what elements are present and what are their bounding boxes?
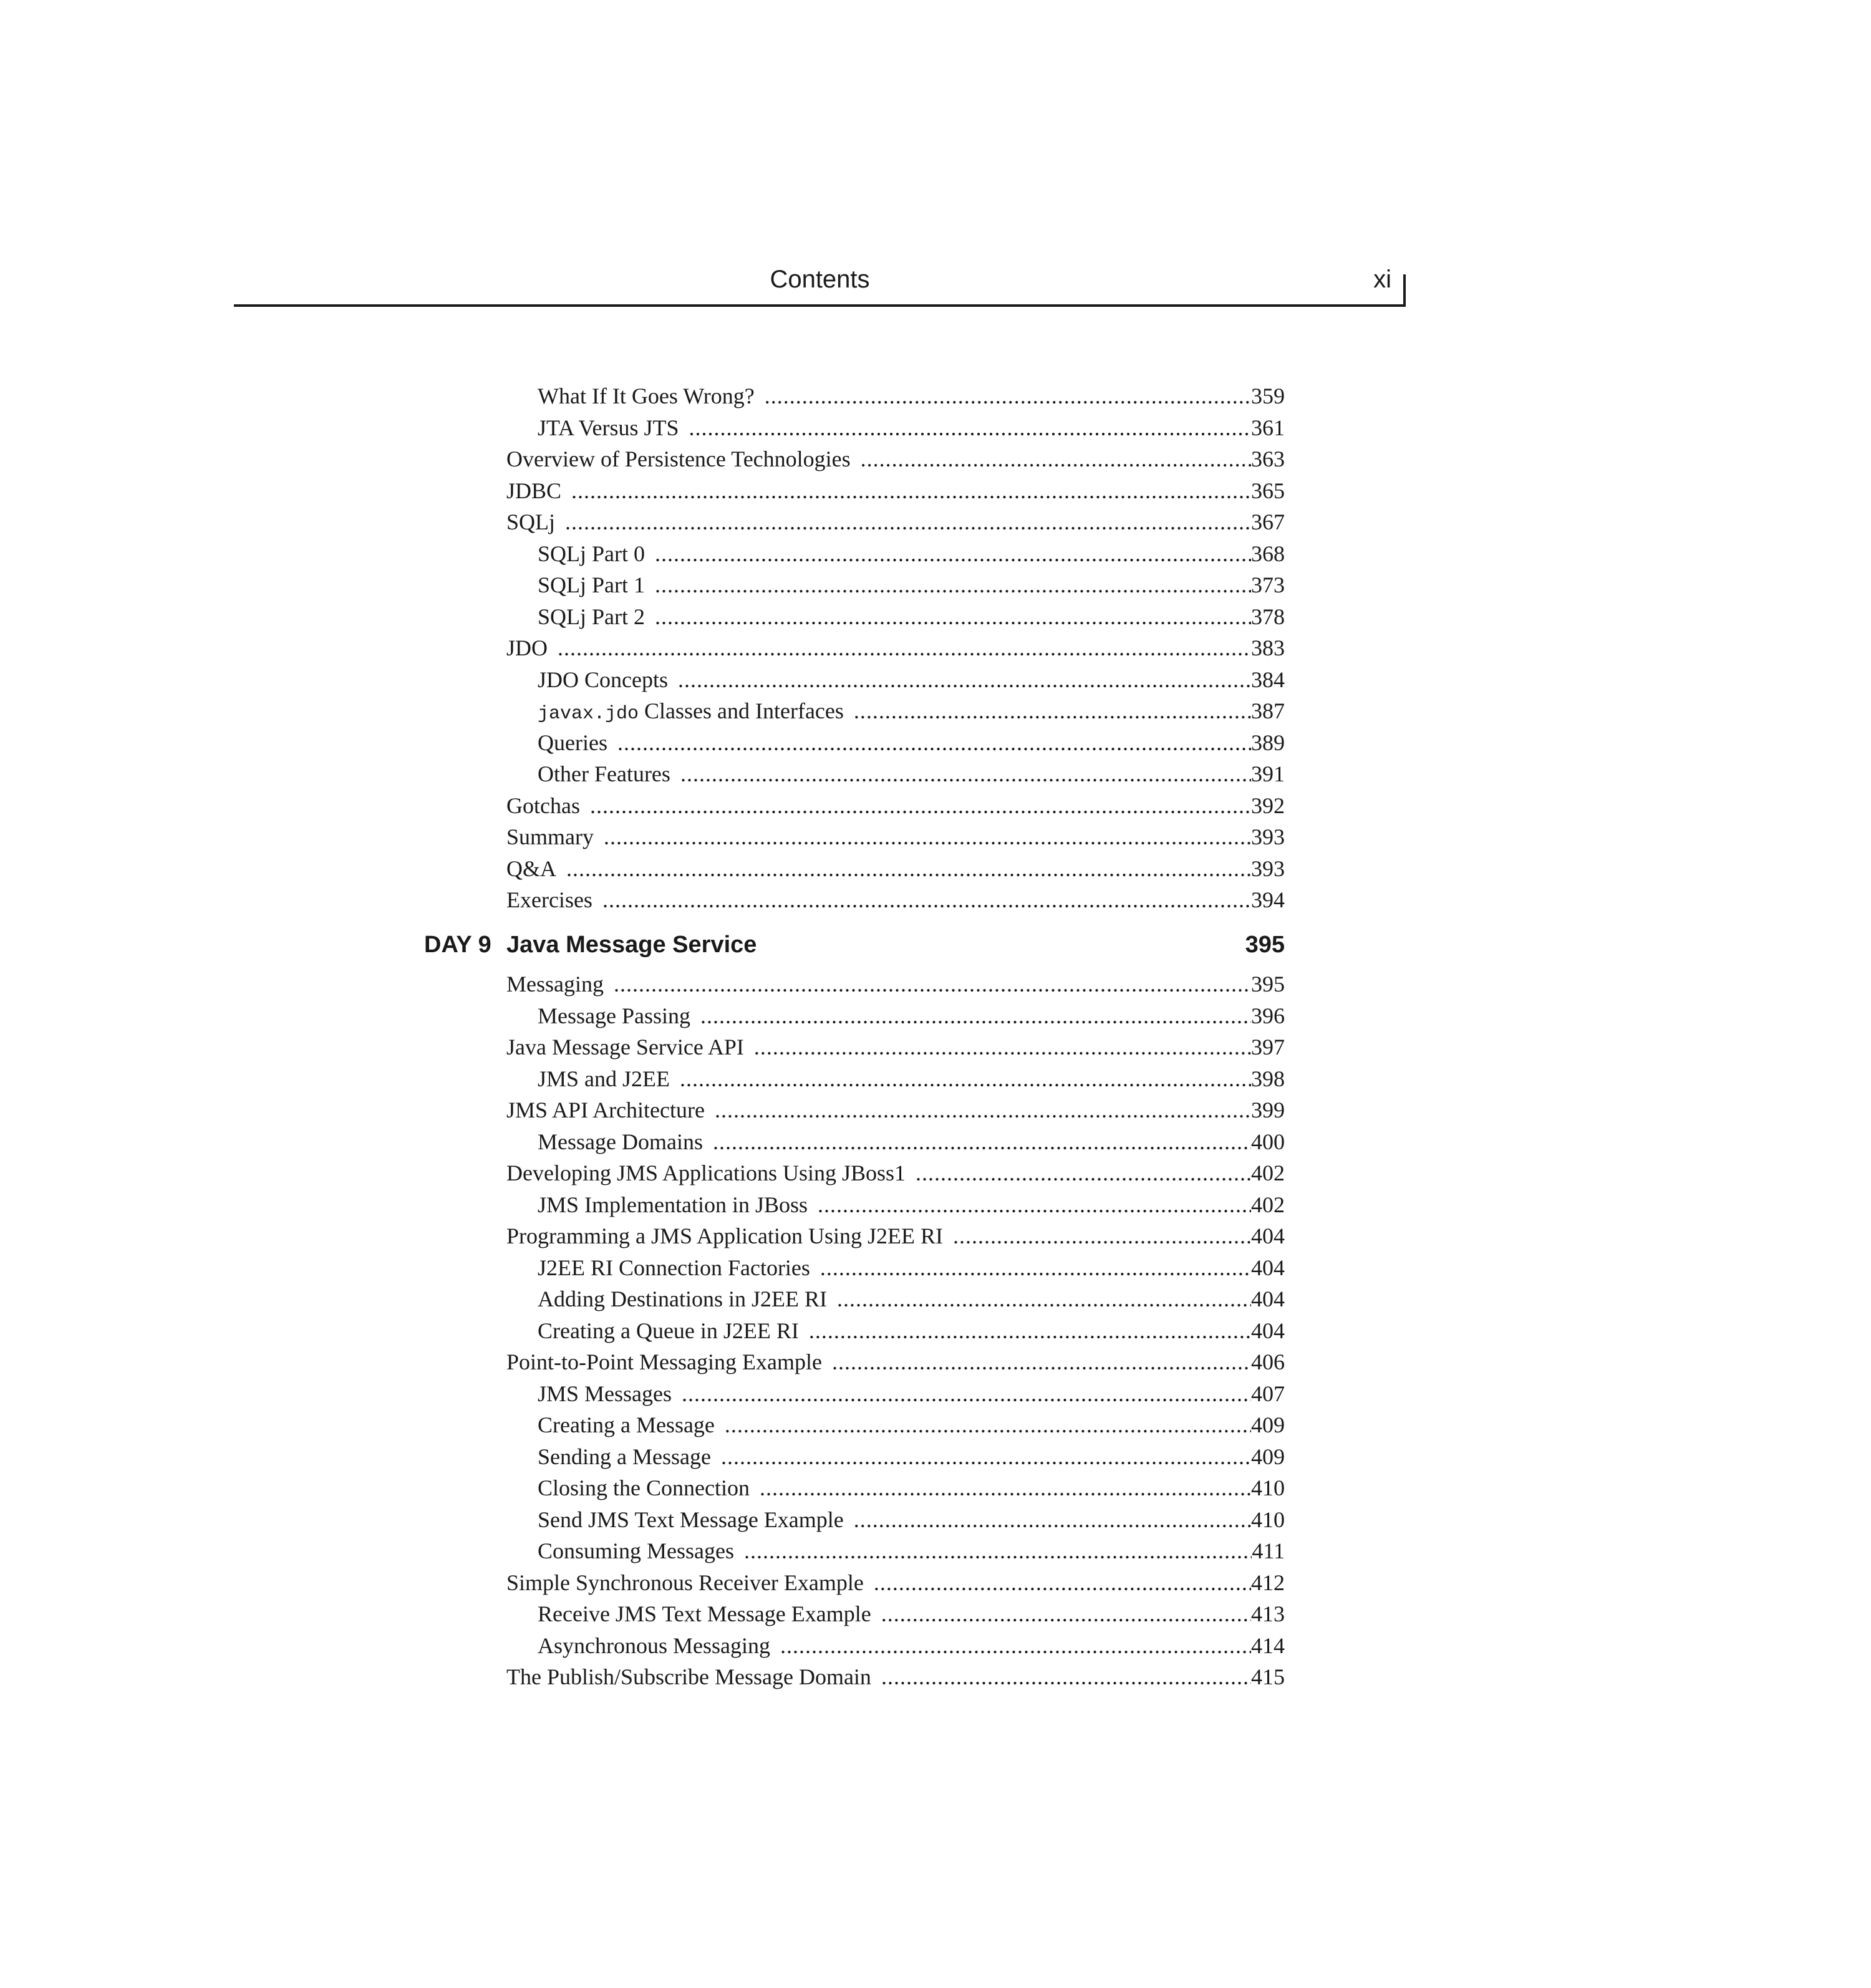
toc-entry [506, 885, 1285, 914]
dot-leader [765, 382, 1251, 410]
toc-entry-label: Summary [506, 824, 594, 849]
toc-entry-page: 404 [1251, 1286, 1285, 1311]
toc-entry-label: J2EE RI Connection Factories [538, 1255, 810, 1280]
chapter-day-label: DAY 9 [424, 932, 491, 958]
dot-leader [809, 1316, 1251, 1345]
dot-leader [566, 854, 1251, 883]
toc-entry-page: 414 [1251, 1633, 1285, 1658]
dot-leader [744, 1537, 1252, 1565]
toc-entry-label: Gotchas [506, 793, 580, 818]
dot-leader [571, 476, 1251, 505]
toc-entry [506, 1033, 1285, 1061]
toc-entry-label: Receive JMS Text Message Example [538, 1601, 871, 1626]
toc-entry [538, 1190, 1285, 1219]
toc-entry-page: 397 [1251, 1035, 1285, 1059]
dot-leader [604, 823, 1251, 851]
dot-leader [680, 760, 1251, 788]
chapter-page-number: 395 [1245, 932, 1285, 958]
dot-leader [881, 1662, 1251, 1691]
toc-entry [506, 854, 1285, 883]
toc-entry [506, 1568, 1285, 1597]
toc-entry-label: JMS API Architecture [506, 1098, 705, 1122]
toc-entry-page: 387 [1251, 698, 1285, 723]
toc-entry [538, 1064, 1285, 1093]
toc-entry [506, 634, 1285, 662]
toc-entry [538, 571, 1285, 599]
dot-leader [725, 1411, 1251, 1439]
toc-entry-page: 404 [1251, 1223, 1285, 1248]
toc-entry-label: Asynchronous Messaging [538, 1633, 770, 1658]
dot-leader [916, 1159, 1251, 1187]
toc-entry [538, 1379, 1285, 1408]
toc-entry-page: 391 [1251, 761, 1285, 786]
dot-leader [689, 413, 1252, 442]
toc-entry [506, 1159, 1285, 1187]
dot-leader [854, 1505, 1251, 1534]
toc-entry-page: 365 [1251, 478, 1285, 503]
toc-entry [538, 697, 1285, 725]
toc-entry-page: 395 [1251, 972, 1285, 996]
dot-leader [700, 1001, 1251, 1030]
toc-entry-page: 398 [1251, 1066, 1285, 1091]
dot-leader [715, 1096, 1251, 1124]
dot-leader [558, 634, 1251, 662]
toc-entry [538, 1631, 1285, 1660]
toc-entry-label: Messaging [506, 972, 604, 996]
toc-entry-label: Other Features [538, 761, 670, 786]
dot-leader [760, 1474, 1251, 1502]
toc-entry [538, 382, 1285, 410]
dot-leader [565, 508, 1251, 536]
toc-entry-page: 415 [1251, 1664, 1285, 1689]
dot-leader [754, 1033, 1251, 1061]
toc-entry-page: 393 [1251, 856, 1285, 881]
toc-entry [538, 1253, 1285, 1282]
dot-leader [953, 1222, 1251, 1250]
toc-entry-label: Q&A [506, 856, 556, 881]
toc-entry [538, 1442, 1285, 1471]
toc-entry-page: 396 [1251, 1003, 1285, 1028]
toc-entry-page: 402 [1251, 1160, 1285, 1185]
dot-leader [655, 571, 1251, 599]
toc-entry [538, 1505, 1285, 1534]
toc-entry-page: 389 [1251, 730, 1285, 755]
dot-leader [832, 1348, 1251, 1376]
toc-entry-page: 404 [1251, 1318, 1285, 1343]
toc-entry-label: Queries [538, 730, 607, 755]
toc-entry-label: Programming a JMS Application Using J2EE RI [506, 1223, 943, 1248]
toc-entry-label: JDBC [506, 478, 562, 503]
toc-entry-label: Sending a Message [538, 1444, 711, 1469]
toc-entry-page: 373 [1251, 572, 1285, 597]
toc-entry-page: 413 [1251, 1601, 1285, 1626]
toc-entry-page: 406 [1251, 1349, 1285, 1374]
toc-entry [538, 1537, 1285, 1565]
toc-entry-label: Message Passing [538, 1003, 690, 1028]
toc-entry-label [538, 697, 844, 728]
toc-entry [538, 413, 1285, 442]
toc-entry-page: 404 [1251, 1255, 1285, 1280]
toc-entry-page: 363 [1251, 446, 1285, 471]
toc-entry-page: 384 [1251, 667, 1285, 692]
dot-leader [874, 1568, 1251, 1597]
toc-entry-page: 393 [1251, 824, 1285, 849]
toc-entry-label: Closing the Connection [538, 1475, 750, 1500]
dot-leader [861, 445, 1251, 473]
toc-entry-page: 368 [1251, 541, 1285, 566]
toc-entry-page: 410 [1251, 1507, 1285, 1532]
dot-leader [818, 1190, 1251, 1219]
toc-entry-label: Adding Destinations in J2EE RI [538, 1286, 827, 1311]
toc-entry-page: 400 [1251, 1129, 1285, 1154]
toc-entry [506, 823, 1285, 851]
dot-leader [680, 1064, 1251, 1093]
dot-leader [614, 970, 1251, 998]
toc-entry [506, 508, 1285, 536]
toc-entry-page: 392 [1251, 793, 1285, 818]
toc-entry-label: JDO [506, 635, 548, 660]
toc-entry-label: JDO Concepts [538, 667, 668, 692]
toc-entry-label: JTA Versus JTS [538, 415, 679, 440]
dot-leader [881, 1600, 1251, 1628]
toc-entry-code: javax.jdo [538, 703, 639, 725]
toc-entry-label: JMS Implementation in JBoss [538, 1192, 808, 1217]
toc-entry [538, 1127, 1285, 1156]
toc-entry-label: SQLj Part 0 [538, 541, 645, 566]
toc-entry-page: 411 [1252, 1538, 1285, 1563]
toc-entry [538, 1001, 1285, 1030]
toc-entry-label: Consuming Messages [538, 1538, 734, 1563]
dot-leader [820, 1253, 1251, 1282]
dot-leader [590, 791, 1251, 820]
page-number: xi [1373, 266, 1391, 293]
toc-entry [538, 539, 1285, 568]
dot-leader [713, 1127, 1251, 1156]
toc-entry-label: Message Domains [538, 1129, 703, 1154]
dot-leader [837, 1285, 1251, 1313]
toc-entry-label: Send JMS Text Message Example [538, 1507, 844, 1532]
chapter-heading [424, 928, 1285, 962]
toc-entry-label: Developing JMS Applications Using JBoss1 [506, 1160, 906, 1185]
toc-entry [538, 1411, 1285, 1439]
toc-entry-label: Creating a Queue in J2EE RI [538, 1318, 799, 1343]
toc-entry [538, 602, 1285, 631]
toc-entry-page: 367 [1251, 509, 1285, 534]
toc-entry-label: SQLj Part 1 [538, 572, 645, 597]
toc-entry-label: SQLj Part 2 [538, 604, 645, 629]
toc-entry-label: Java Message Service API [506, 1035, 744, 1059]
toc-entry-label: JMS and J2EE [538, 1066, 670, 1091]
toc-entry-page: 409 [1251, 1412, 1285, 1437]
toc-entry-page: 407 [1251, 1381, 1285, 1406]
toc-entry-label: SQLj [506, 509, 556, 534]
toc-entry [506, 476, 1285, 505]
dot-leader [655, 539, 1251, 568]
dot-leader [602, 885, 1251, 914]
toc-entry-label: Creating a Message [538, 1412, 715, 1437]
toc-entry [506, 1222, 1285, 1250]
dot-leader [780, 1631, 1251, 1660]
dot-leader [678, 665, 1251, 694]
dot-leader [854, 697, 1251, 725]
dot-leader [617, 728, 1251, 757]
toc-entry-label: Overview of Persistence Technologies [506, 446, 851, 471]
toc-entry [506, 970, 1285, 998]
toc-entry [538, 1316, 1285, 1345]
toc-entry-page: 359 [1251, 384, 1285, 408]
toc-entry [506, 1348, 1285, 1376]
toc-entry [538, 760, 1285, 788]
toc-entry [538, 1285, 1285, 1313]
toc-entry-page: 399 [1251, 1098, 1285, 1122]
toc-entry-label: Simple Synchronous Receiver Example [506, 1570, 864, 1595]
toc-entry [506, 1096, 1285, 1124]
toc-entry-page: 361 [1251, 415, 1285, 440]
toc-entry-label: Exercises [506, 887, 592, 912]
toc-entry-page: 410 [1251, 1475, 1285, 1500]
toc-entry-page: 402 [1251, 1192, 1285, 1217]
toc-entry-page: 378 [1251, 604, 1285, 629]
toc-entry-label: JMS Messages [538, 1381, 672, 1406]
toc-entry [538, 665, 1285, 694]
toc-entry-page: 383 [1251, 635, 1285, 660]
dot-leader [682, 1379, 1251, 1408]
toc-entry-label-text: Classes and Interfaces [639, 698, 844, 723]
toc-entry [538, 1474, 1285, 1502]
toc-entry [506, 791, 1285, 820]
toc-entry-label: What If It Goes Wrong? [538, 384, 755, 408]
toc-entry [506, 445, 1285, 473]
running-head-title: Contents [770, 266, 870, 293]
toc-entry-label: Point-to-Point Messaging Example [506, 1349, 822, 1374]
toc-entry [538, 728, 1285, 757]
toc-entry-page: 412 [1251, 1570, 1285, 1595]
toc-entry [506, 1662, 1285, 1691]
toc-entry-page: 409 [1251, 1444, 1285, 1469]
toc-entry-label: The Publish/Subscribe Message Domain [506, 1664, 871, 1689]
dot-leader [721, 1442, 1251, 1471]
toc-entry-page: 394 [1251, 887, 1285, 912]
toc-entry [538, 1600, 1285, 1628]
chapter-title: Java Message Service [506, 932, 757, 958]
dot-leader [655, 602, 1251, 631]
